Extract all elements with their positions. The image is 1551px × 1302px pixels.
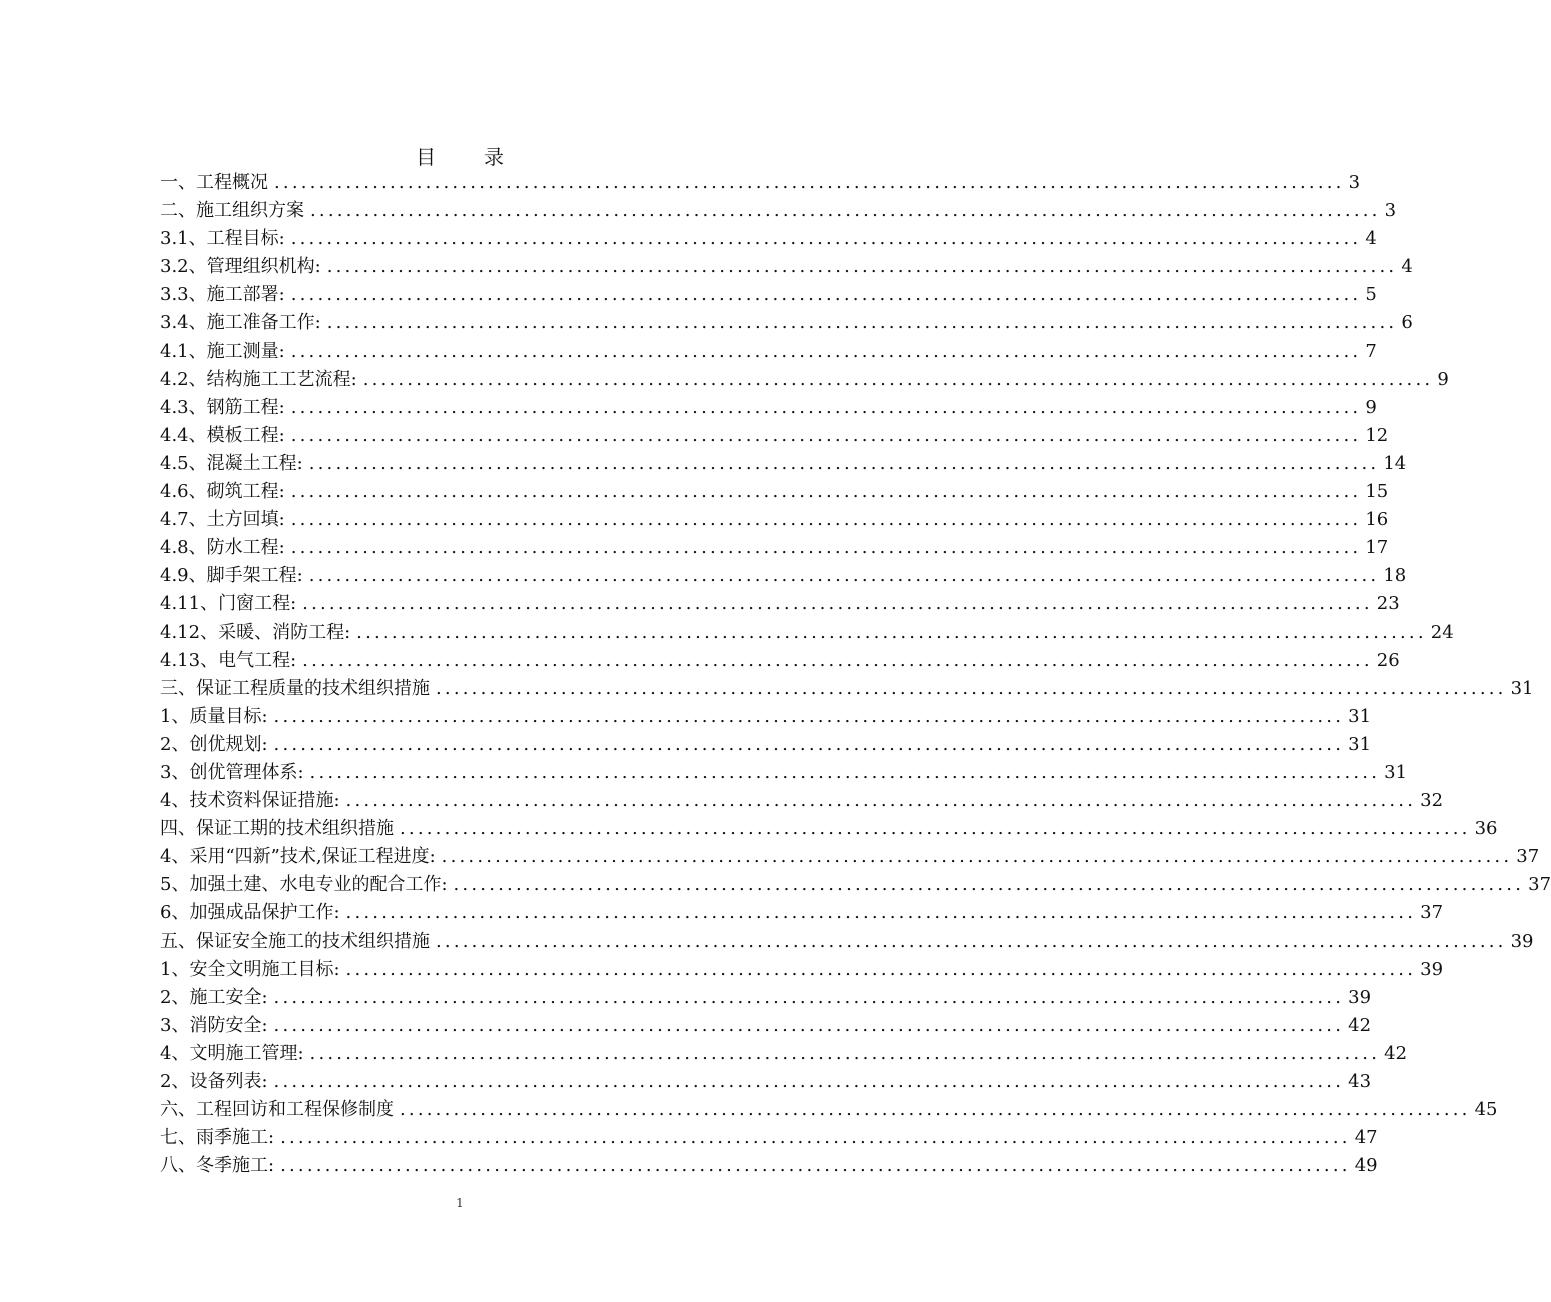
- toc-entry[interactable]: [160, 394, 1377, 422]
- toc-title-char-1: 目: [416, 145, 436, 169]
- toc-entry[interactable]: [160, 1152, 1378, 1180]
- toc-entry-label: 4.1、施工测量:: [160, 340, 285, 362]
- toc-leader-dots: ........................................................................................................................: [302, 649, 1373, 671]
- toc-entry-label: 4.5、混凝土工程:: [160, 452, 303, 474]
- toc-entry-page-number: 45: [1474, 1099, 1498, 1121]
- toc-entry-label: 4.12、采暖、消防工程:: [160, 621, 351, 643]
- toc-entry-label: 六、工程回访和工程保修制度: [160, 1099, 394, 1121]
- toc-entry-page-number: 23: [1376, 593, 1400, 615]
- toc-entry[interactable]: [160, 338, 1377, 366]
- toc-entry-page-number: 36: [1474, 818, 1498, 840]
- toc-entry[interactable]: [160, 534, 1389, 562]
- toc-entry[interactable]: [160, 787, 1444, 815]
- toc-entry[interactable]: [160, 984, 1372, 1012]
- toc-entry-label: 3.4、施工准备工作:: [160, 312, 321, 334]
- toc-entry[interactable]: [160, 928, 1534, 956]
- page-number: 1: [456, 1196, 464, 1210]
- toc-entry[interactable]: [160, 169, 1361, 197]
- toc-entry-page-number: 12: [1365, 424, 1389, 446]
- toc-leader-dots: ........................................................................................................................: [309, 761, 1381, 783]
- toc-leader-dots: ........................................................................................................................: [400, 818, 1471, 840]
- toc-entry-label: 一、工程概况: [160, 172, 268, 193]
- toc-entry[interactable]: [160, 647, 1400, 675]
- toc-entry[interactable]: [160, 450, 1407, 478]
- toc-leader-dots: ........................................................................................................................: [308, 565, 1380, 587]
- toc-entry-page-number: 31: [1348, 705, 1372, 727]
- toc-entry-page-number: 31: [1348, 733, 1372, 755]
- toc-leader-dots: ........................................................................................................................: [345, 902, 1417, 924]
- toc-entry[interactable]: [160, 225, 1377, 253]
- toc-leader-dots: ........................................................................................................................: [273, 705, 1345, 727]
- toc-entry[interactable]: [160, 1012, 1372, 1040]
- toc-leader-dots: ........................................................................................................................: [302, 593, 1373, 615]
- toc-entry-label: 1、安全文明施工目标:: [160, 958, 340, 980]
- toc-entry-label: 4.13、电气工程:: [160, 649, 297, 671]
- toc-entry-page-number: 42: [1384, 1042, 1408, 1064]
- toc-entry-page-number: 39: [1510, 930, 1534, 952]
- toc-leader-dots: ........................................................................................................................: [290, 481, 1362, 503]
- toc-entry[interactable]: [160, 1096, 1498, 1124]
- toc-entry-label: 3.2、管理组织机构:: [160, 256, 321, 278]
- toc-entry-page-number: 14: [1383, 452, 1407, 474]
- toc-entry-label: 2、施工安全:: [160, 986, 268, 1008]
- toc-entry[interactable]: [160, 871, 1551, 899]
- toc-entry-page-number: 43: [1348, 1071, 1372, 1092]
- toc-entry[interactable]: [160, 1068, 1372, 1096]
- toc-entry-label: 3.1、工程目标:: [160, 228, 285, 250]
- toc-entry-label: 4.2、结构施工工艺流程:: [160, 368, 357, 390]
- toc-entry-label: 五、保证安全施工的技术组织措施: [160, 930, 430, 952]
- toc-leader-dots: ........................................................................................................................: [362, 368, 1434, 390]
- toc-entry-label: 4.8、防水工程:: [160, 537, 285, 559]
- toc-entry-label: 4、采用“四新”技术,保证工程进度:: [160, 846, 436, 868]
- toc-entry-page-number: 4: [1401, 256, 1413, 278]
- toc-leader-dots: ........................................................................................................................: [400, 1099, 1471, 1121]
- toc-entry-label: 4.3、钢筋工程:: [160, 396, 285, 418]
- toc-entry-page-number: 3: [1384, 200, 1397, 222]
- toc-leader-dots: ........................................................................................................................: [345, 958, 1417, 980]
- toc-entry-label: 七、雨季施工:: [160, 1127, 275, 1149]
- toc-entry[interactable]: [160, 590, 1400, 618]
- toc-entry-page-number: 9: [1437, 368, 1449, 390]
- toc-leader-dots: ........................................................................................................................: [273, 1071, 1345, 1092]
- toc-entry-label: 1、质量目标:: [160, 705, 268, 727]
- toc-leader-dots: ........................................................................................................................: [290, 228, 1362, 250]
- toc-entry[interactable]: [160, 675, 1534, 703]
- toc-entry-page-number: 42: [1348, 1014, 1372, 1036]
- toc-entry[interactable]: [160, 759, 1408, 787]
- toc-entry-label: 2、设备列表:: [160, 1071, 268, 1092]
- toc-entry[interactable]: [160, 506, 1389, 534]
- toc-entry[interactable]: [160, 422, 1389, 450]
- toc-leader-dots: ........................................................................................................................: [273, 733, 1345, 755]
- toc-entry-label: 4.4、模板工程:: [160, 424, 285, 446]
- toc-entry-page-number: 31: [1384, 761, 1408, 783]
- toc-entry[interactable]: [160, 197, 1397, 225]
- toc-entry[interactable]: [160, 253, 1413, 281]
- toc-leader-dots: ........................................................................................................................: [280, 1155, 1351, 1177]
- toc-entry[interactable]: [160, 366, 1449, 394]
- toc-title-char-2: 录: [484, 145, 504, 169]
- toc-entry-page-number: 5: [1365, 284, 1377, 306]
- toc-entry-label: 4.11、门窗工程:: [160, 593, 297, 615]
- toc-entry-page-number: 39: [1420, 958, 1444, 980]
- toc-leader-dots: ........................................................................................................................: [273, 986, 1345, 1008]
- toc-entry-label: 二、施工组织方案: [160, 200, 304, 222]
- toc-entry-label: 4、技术资料保证措施:: [160, 790, 340, 812]
- toc-leader-dots: ........................................................................................................................: [290, 284, 1362, 306]
- toc-leader-dots: ........................................................................................................................: [308, 452, 1380, 474]
- toc-leader-dots: ........................................................................................................................: [274, 172, 1345, 193]
- toc-entry-page-number: 37: [1420, 902, 1444, 924]
- toc-entry-page-number: 7: [1365, 340, 1377, 362]
- toc-entry-label: 3、创优管理体系:: [160, 761, 304, 783]
- toc-entry-page-number: 39: [1348, 986, 1372, 1008]
- toc-entry[interactable]: [160, 899, 1444, 927]
- toc-entry-label: 3、消防安全:: [160, 1014, 268, 1036]
- toc-entry-page-number: 16: [1365, 509, 1389, 531]
- toc-entry-label: 四、保证工期的技术组织措施: [160, 818, 394, 840]
- toc-entry-label: 4.9、脚手架工程:: [160, 565, 303, 587]
- toc-entry-label: 4.6、砌筑工程:: [160, 481, 285, 503]
- toc-entry[interactable]: [160, 1040, 1408, 1068]
- toc-entry-label: 4、文明施工管理:: [160, 1042, 304, 1064]
- toc-leader-dots: ........................................................................................................................: [356, 621, 1427, 643]
- toc-entry-label: 八、冬季施工:: [160, 1155, 275, 1177]
- toc-entry-label: 4.7、土方回填:: [160, 509, 285, 531]
- toc-leader-dots: ........................................................................................................................: [453, 874, 1525, 896]
- toc-entry-page-number: 17: [1365, 537, 1389, 559]
- toc-entry[interactable]: [160, 1124, 1378, 1152]
- toc-leader-dots: ........................................................................................................................: [290, 396, 1362, 418]
- toc-leader-dots: ........................................................................................................................: [436, 677, 1507, 699]
- toc-entry-label: 5、加强土建、水电专业的配合工作:: [160, 874, 448, 896]
- toc-entry-label: 2、创优规划:: [160, 733, 268, 755]
- toc-entry[interactable]: [160, 956, 1444, 984]
- toc-entry[interactable]: [160, 815, 1498, 843]
- toc-entry-page-number: 26: [1376, 649, 1400, 671]
- toc-leader-dots: ........................................................................................................................: [326, 256, 1398, 278]
- toc-entry[interactable]: [160, 562, 1407, 590]
- toc-leader-dots: ........................................................................................................................: [326, 312, 1398, 334]
- toc-entry-page-number: 32: [1420, 790, 1444, 812]
- toc-entry-page-number: 15: [1365, 481, 1389, 503]
- toc-entry[interactable]: [160, 478, 1389, 506]
- toc-leader-dots: ........................................................................................................................: [290, 424, 1362, 446]
- toc-entry[interactable]: [160, 619, 1454, 647]
- table-of-contents: [160, 169, 1551, 1180]
- toc-entry-page-number: 9: [1365, 396, 1377, 418]
- toc-leader-dots: ........................................................................................................................: [290, 509, 1362, 531]
- toc-entry-page-number: 47: [1354, 1127, 1378, 1149]
- toc-leader-dots: ........................................................................................................................: [290, 537, 1362, 559]
- toc-leader-dots: ........................................................................................................................: [436, 930, 1507, 952]
- toc-leader-dots: ........................................................................................................................: [309, 1042, 1381, 1064]
- toc-leader-dots: ........................................................................................................................: [280, 1127, 1351, 1149]
- toc-entry-page-number: 37: [1516, 846, 1540, 868]
- toc-entry-page-number: 18: [1383, 565, 1407, 587]
- toc-entry-label: 三、保证工程质量的技术组织措施: [160, 677, 430, 699]
- toc-entry-page-number: 37: [1528, 874, 1551, 896]
- toc-leader-dots: ........................................................................................................................: [310, 200, 1381, 222]
- toc-entry[interactable]: [160, 843, 1540, 871]
- toc-entry-label: 3.3、施工部署:: [160, 284, 285, 306]
- toc-entry-page-number: 3: [1348, 172, 1361, 193]
- toc-leader-dots: ........................................................................................................................: [345, 790, 1417, 812]
- toc-entry[interactable]: [160, 703, 1372, 731]
- toc-entry-label: 6、加强成品保护工作:: [160, 902, 340, 924]
- toc-entry-page-number: 6: [1401, 312, 1413, 334]
- toc-entry-page-number: 4: [1365, 228, 1377, 250]
- toc-entry[interactable]: [160, 309, 1413, 337]
- toc-entry[interactable]: [160, 731, 1372, 759]
- toc-entry-page-number: 31: [1510, 677, 1534, 699]
- toc-title: [0, 141, 920, 170]
- toc-leader-dots: ........................................................................................................................: [290, 340, 1362, 362]
- toc-entry[interactable]: [160, 281, 1377, 309]
- toc-entry-page-number: 49: [1354, 1155, 1378, 1177]
- toc-leader-dots: ........................................................................................................................: [273, 1014, 1345, 1036]
- toc-entry-page-number: 24: [1430, 621, 1454, 643]
- toc-leader-dots: ........................................................................................................................: [441, 846, 1513, 868]
